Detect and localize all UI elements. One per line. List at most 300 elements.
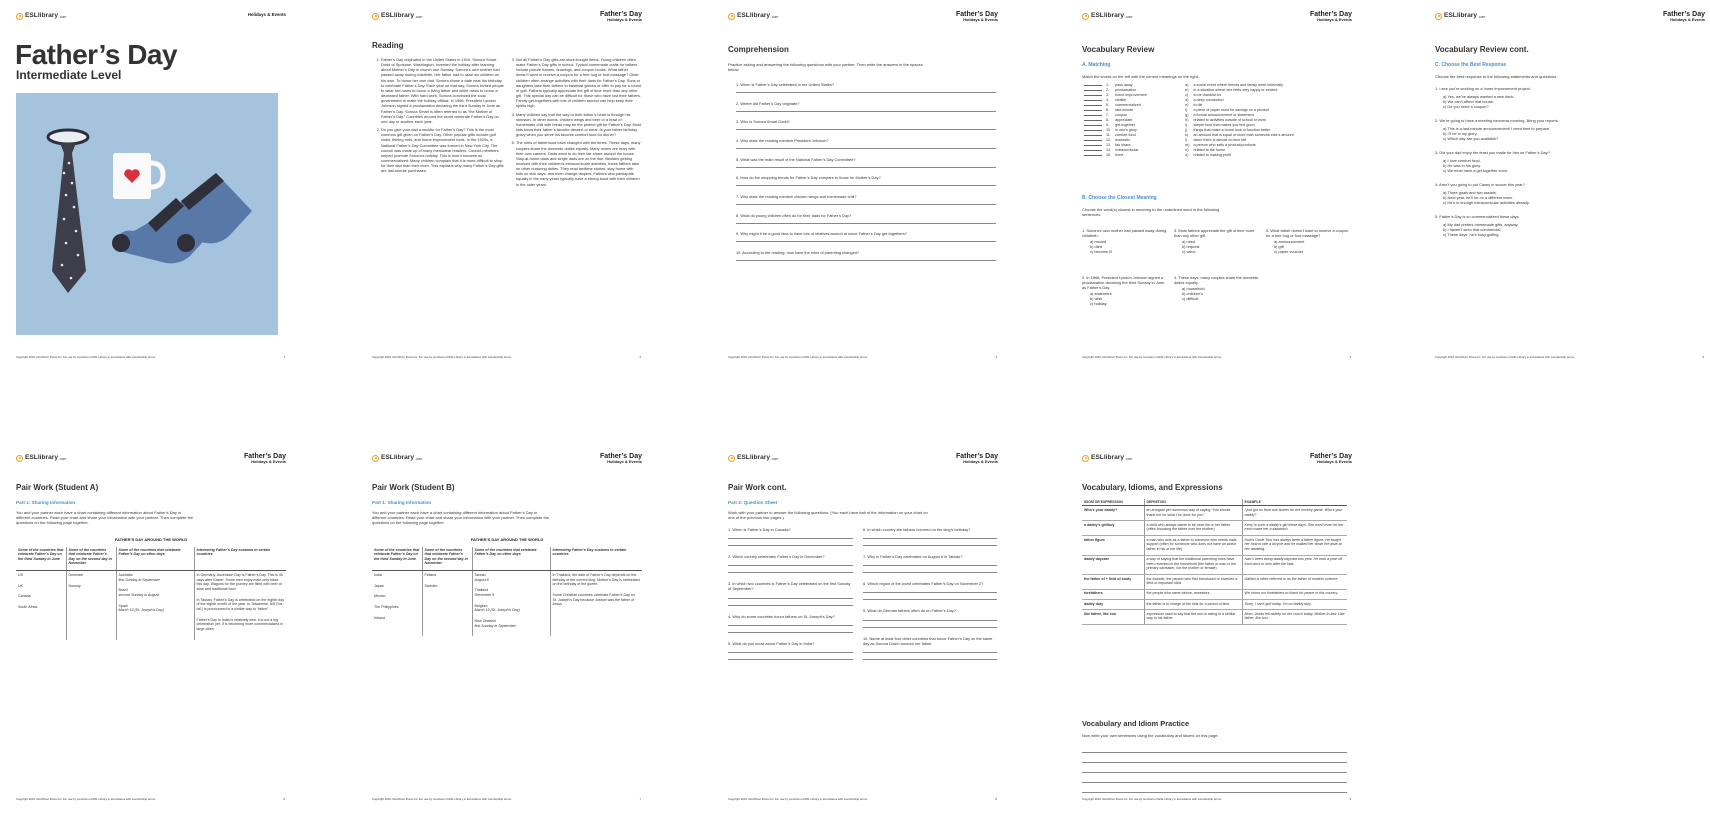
mc-option[interactable]: a) Three goals and two assists. [1443,190,1497,195]
definition: the father is in charge of the kids for a period of time [1144,600,1242,610]
matching-meaning: to be thankful for [1193,92,1221,97]
mc-option[interactable]: c) difficult [1182,296,1199,301]
footer [1082,798,1352,802]
question [736,175,996,186]
answer-line[interactable] [728,626,853,633]
definition: a man who acts as a father to someone who needs male support (often for someone who does not have an active father in his or her life) [1144,536,1242,556]
country-date [475,588,548,597]
question-text: 8. Which region of the world celebrates Father’s Day on November 2? [863,581,984,587]
answer-line[interactable] [736,236,996,242]
logo-icon [1435,13,1442,20]
matching-word: get-together [1115,122,1136,127]
idiom: like father, like son [1082,610,1144,625]
tie-icon [52,153,86,293]
footer [1082,356,1352,360]
mc-question [1266,228,1352,254]
mc-question-text: 3. Did your dad enjoy the feast you made for him on Father’s Day? [1435,150,1550,155]
matching-word: in one’s glory [1115,127,1137,132]
logo-icon [1082,455,1089,462]
date-text: first Sunday in September [118,577,160,582]
idioms-table [1082,499,1347,625]
mc-option[interactable]: a) moved [1090,239,1107,244]
mc-question [1174,275,1260,301]
definition: the founder, the person who first introduced or invented a field or important idea [1144,575,1242,590]
mc-option[interactable]: a) This is a last-minute announcement! I need time to prepare. [1443,126,1551,131]
cover-illustration [16,93,278,335]
country-name: India [374,572,382,577]
column-header: Some of the countries that celebrate Father’s Day on the second day in November [66,547,116,570]
header-subtitle: Holidays & Events [251,459,286,465]
page-header [727,447,999,477]
logo-suffix: .com [1124,15,1133,20]
matching-word: bond [1115,152,1124,157]
section-heading: B. Choose the Closest Meaning [1082,195,1157,201]
mc-option[interactable]: b) wish [1090,296,1103,301]
item-number: 5. [1106,102,1110,107]
footer [372,356,642,360]
column-header: Some of the countries that celebrate Father’s Day on the third Sunday in June [16,547,66,570]
question [863,636,997,660]
question [728,527,853,546]
idiom: daddy daycare [1082,555,1144,575]
header-subtitle: Holidays & Events [1317,459,1352,465]
logo-suffix: .com [1124,457,1133,462]
header-subtitle: Holidays & Events [963,17,998,23]
item-number: 1. [1106,83,1110,87]
question-text: 9. Why might it be a good idea to have lots of relatives around at some Father’s Day get-togethers? [736,231,907,237]
meaning-letter: n) [1185,147,1189,152]
matching-word: fair share [1115,142,1131,147]
question [728,614,853,633]
copyright-text: Copyright 2015, Red River Press Inc. For use by members of ESL Library in accordance with membership terms. [372,797,512,801]
country-date [475,573,548,582]
answer-line[interactable] [728,539,853,546]
tie-knot [60,143,76,153]
logo-text: ESLlibrary [1091,12,1124,19]
page-number: 3 [995,355,997,359]
definition: the people who came before, ancestors [1144,589,1242,599]
page-title: Reading [372,41,404,50]
copyright-text: Copyright 2015, Red River Press Inc. For use by members of ESL Library in accordance with membership terms. [1082,797,1222,801]
mc-question-text: 1. Sonora’s own mother had passed away during childbirth. [1082,228,1167,238]
logo-suffix: .com [1477,15,1486,20]
question [863,527,997,546]
page-6 [15,447,287,815]
header-title [600,453,642,465]
mc-option[interactable]: b) I haven’t seen that commercial. [1443,227,1502,232]
column-header: EXAMPLE [1242,499,1347,506]
mc-option[interactable]: a) need [1182,239,1196,244]
page-7 [371,447,643,815]
best-response-list [1435,86,1700,246]
matching-table [1082,83,1352,158]
footer [728,798,998,802]
mc-option[interactable]: c) Which day are you available? [1443,136,1499,141]
question [736,250,996,261]
question [728,554,853,573]
copyright-text: Copyright 2015, Red River Press Inc. For use by members of ESL Library in accordance with membership terms. [728,797,868,801]
example: Ivan’s been doing daddy daycare this year. He took a year off from work to look after the kids. [1242,555,1347,575]
mc-option[interactable]: b) I’ll be in my glory. [1443,131,1478,136]
matching-word: last-minute [1115,107,1134,112]
column-cell [372,570,422,636]
item-number: 4. [1106,97,1110,102]
country-name: Taiwan [474,572,486,577]
reading-paragraph: 3. Not all Father’s Day gifts are store-bought items. Young children often make Father’s Day gifts in school. Typical homemade crafts for fathers include picture frames, drawings, and coupon books. What father doesn’t want to receive a coupon for a free hug or foot massage? Older children often arrange activities with their dads for Father’s Day. Sons or daughters take their fathers to baseball games or offer to pay for a round of golf. Fathers typically appreciate the gift of time more than any other gift. This special day can be difficult for those who have lost their fathers. Family get-togethers with lots of children around can help keep their spirits high. [516,57,641,109]
answer-line[interactable] [736,162,996,168]
definition: a way of saying that the traditional parenting roles have been reversed in the household (the father or man is the primary caretaker, not the mother or female) [1144,555,1242,575]
country-date [119,588,192,597]
meaning-letter: h) [1185,117,1189,122]
section-heading: A. Matching [1082,62,1111,68]
date-text: March 19 (St. Joseph’s Day) [118,608,164,613]
mc-option[interactable]: c) become ill [1090,249,1112,254]
country-name: New Zealand [474,618,496,623]
country-name: South Africa [18,604,38,609]
logo-text: ESLlibrary [25,12,58,19]
column-header: IDIOM OR EXPRESSION [1082,499,1144,506]
idiom: forefathers [1082,589,1144,599]
section-heading: Part 1: Sharing Information [372,500,432,505]
meaning-letter: k) [1185,132,1189,137]
writing-line[interactable] [1082,763,1347,773]
mc-option[interactable]: c) paper voucher [1274,249,1304,254]
column-cell [472,570,550,636]
matching-meaning: a person who sells a product/products [1193,142,1256,147]
country-name: Brazil [118,588,128,593]
esl-logo [1082,12,1132,20]
date-text: December 5 [474,592,495,597]
mc-option[interactable]: b) We can’t afford that house. [1443,99,1494,104]
header-title-text: Father’s Day [1309,453,1352,460]
header-title-text: Father’s Day [955,453,998,460]
section-intro: Match the words on the left with the correct meanings on the right. [1082,74,1199,79]
mc-option[interactable]: a) statement [1090,291,1112,296]
answer-line[interactable] [728,532,853,539]
esl-logo [1082,454,1132,462]
page-number: 6 [283,797,285,801]
matching-word: commercialized [1115,102,1141,107]
answer-line[interactable] [736,180,996,186]
matching-meaning: a deep connection [1193,97,1224,102]
mc-question-text: 5. What father doesn’t want to receive a coupon for a free hug or foot massage? [1266,228,1349,238]
country-name: Ireland [374,615,385,620]
answer-line[interactable] [728,559,853,566]
meaning-letter: b) [1185,87,1189,92]
answer-line[interactable] [863,559,997,566]
matching-word: domestic [1115,137,1130,142]
matching-word: pass away [1115,83,1133,87]
answer-line[interactable] [728,592,853,599]
copyright-text: Copyright 2015, Red River Press Inc. For use by members of ESL Library in accordance with membership terms. [1082,355,1222,359]
logo-suffix: .com [58,15,67,20]
page-title: Pair Work (Student B) [372,483,455,492]
idiom: a daddy’s girl/boy [1082,521,1144,536]
answer-line[interactable] [863,614,997,621]
question-text: 3. Who is Sonora Smart Dodd? [736,119,790,125]
answer-line[interactable] [728,566,853,573]
country-date [119,573,192,582]
page-header [15,447,287,477]
matching-word: coupon [1115,112,1128,117]
country-name: Thailand [474,588,489,593]
answer-line[interactable] [863,532,997,539]
mc-question-text: 2. In 1966, President Lyndon Johnson signed a proclamation declaring the third Sunday in June as Father’s Day. [1082,275,1165,290]
answer-line[interactable] [863,539,997,546]
question-text: 8. What do young children often do for their dads for Father’s Day? [736,212,852,218]
logo-text: ESLlibrary [737,12,770,19]
idiom-row [1082,536,1347,556]
date-text: August 8 [474,577,489,582]
logo-text: ESLlibrary [737,454,770,461]
mc-option[interactable]: c) He’s in enough extracurricular activities already. [1443,200,1530,205]
mc-question-text: 5. Father’s Day is so commercialized these days. [1435,214,1520,219]
item-number: 14. [1106,147,1112,152]
practice-heading: Vocabulary and Idiom Practice [1082,719,1190,728]
matching-word: comfort food [1115,132,1136,137]
date-text: second Sunday in August [118,592,160,597]
page-title: Vocabulary Review cont. [1435,45,1529,54]
logo-suffix: .com [770,15,779,20]
mc-option[interactable]: a) I love comfort food. [1443,158,1481,163]
mc-option[interactable]: c) value [1182,249,1196,254]
cover-title: Father’s Day [15,39,178,70]
mc-question [1435,86,1700,109]
footer [16,356,286,360]
answer-line[interactable] [728,653,853,660]
custom-text: In Taiwan, Father’s Day is celebrated on the eighth day of the eighth month of the year. In Taiwanese, 8/8 (“ba ba”) is pronounced in a similar way to “father”. [196,597,285,611]
mc-option[interactable]: b) children’s [1182,291,1203,296]
page-header [15,5,287,35]
answer-line[interactable] [736,124,996,130]
question-column-left [728,527,853,668]
header-title [244,453,286,465]
section-intro: Work with your partner to answer the following questions. (You each have half of the information on your chart on one of the previous two pages.) [728,510,928,521]
mc-option[interactable]: a) My dad prefers homemade gifts, anyway. [1443,222,1519,227]
definition: an arrogant yet humorous way of saying “You should thank me for what I’ve done for you.” [1144,506,1242,521]
header-subtitle: Holidays & Events [1317,17,1352,23]
country-name: Mexico [374,594,386,599]
country-name: Sweden [424,583,438,588]
answer-line[interactable] [863,621,997,628]
date-text: March 19 (St. Joseph’s Day) [474,608,520,613]
answer-line[interactable] [736,218,996,224]
mc-option[interactable]: b) He was in his glory. [1443,163,1481,168]
esl-logo [372,454,422,462]
writing-line[interactable] [1082,743,1347,753]
countries-grid [16,547,286,640]
header-title-text: Father’s Day [599,453,642,460]
mc-option[interactable]: a) Yes, we’ve always wanted a new deck. [1443,94,1515,99]
item-number: 11. [1106,132,1111,137]
header-title-text: Father’s Day [243,453,286,460]
mc-question [1435,214,1700,237]
footer [16,798,286,802]
question-column-right [863,527,997,668]
mc-option[interactable]: b) died [1090,244,1102,249]
page-header [1081,447,1353,477]
matching-row [1082,153,1296,158]
page-number: 1 [283,355,285,359]
answer-line[interactable] [863,593,997,600]
answer-line[interactable] [728,619,853,626]
column-header: Some of the countries that celebrate Father’s Day on other days [472,547,550,570]
reading-paragraph: 4. Many children say that the way to their father’s heart is through his stomach. In other words, chicken wings and beer or a bowl of homemade chili with bread may be the perfect gift for Father’s Day. Most kids know their father’s favorite dessert or meal. Is your father birthday gravy when you serve his favorite comfort food for dinner? [516,112,641,138]
answer-line[interactable] [728,646,853,653]
header-title: Holidays & Events [247,12,286,17]
matching-word: extracurricular [1115,147,1139,152]
answer-line[interactable] [863,586,997,593]
header-title-text: Father’s Day [955,11,998,18]
country-name: Finland [424,572,437,577]
answer-line[interactable] [863,646,997,653]
esl-logo [728,454,778,462]
header-title-text: Father’s Day [1662,11,1705,18]
mc-question [1082,228,1168,254]
question [863,554,997,573]
matching-meaning: an amount that is equal or more than someone else’s amount [1193,132,1294,137]
page-header [1434,5,1706,35]
question-text: 1. When is Father’s Day celebrated in the United States? [736,82,835,87]
mc-question-text: 4. Aren’t you going to put Casey in soccer this year? [1435,182,1525,187]
logo-text: ESLlibrary [1444,12,1477,19]
writing-line[interactable] [1082,753,1347,763]
mc-option[interactable]: b) Next year, he’ll be on a different team. [1443,195,1513,200]
page-4 [1081,5,1353,373]
column-header: Interesting Father’s Day customs in certain countries [550,547,642,570]
footer [1435,356,1705,360]
date-text: first Sunday in September [474,623,516,628]
reading-col-1 [372,57,504,176]
page-number: 2 [639,355,641,359]
answer-line[interactable] [736,87,996,93]
answer-line[interactable] [863,653,997,660]
copyright-text: Copyright 2015, Red River Press Inc. For use by members of ESL Library in accordance with membership terms. [16,355,156,359]
question-text: 1. When is Father’s Day in Canada? [728,527,791,532]
matching-meaning: simple food that makes you feel good [1193,122,1255,127]
idiom-row [1082,610,1347,625]
question-text: 4. Why do some countries honor fathers on St. Joseph’s Day? [728,613,835,619]
copyright-text: Copyright 2015, Red River Press Inc. For use by members of ESL Library in accordance with membership terms. [372,355,512,359]
mc-option[interactable]: c) These days, he’s busy golfing. [1443,232,1500,237]
mc-option[interactable]: b) gift [1274,244,1284,249]
matching-meaning: a formal announcement or statement [1193,112,1254,117]
idiom: daddy duty [1082,600,1144,610]
country-date [119,604,192,613]
question [736,138,996,149]
logo-suffix: .com [414,457,423,462]
answer-line[interactable] [736,255,996,261]
reading-paragraph: 5. The roles of fatherhood have changed with the times. These days, many couples share the domestic duties equally. Many moms are busy with their own careers. Dads need to do their fair share around the house. Stay-at-home dads and single dads are on the rise. Besides getting involved with their children’s extracurricular activities, these fathers take on other nurturing duties. They read bedtime stories, stay home with kids on sick days, and even change diapers. Fathers who participate equally in the early years typically have a strong bond with their children in the older years. [516,140,641,186]
meaning-letter: i) [1185,122,1188,127]
matching-meaning: related to making profit [1193,152,1231,157]
question-text: 3. In which two countries is Father’s Day celebrated on the first Sunday of September? [728,581,851,592]
column-cell [66,570,116,639]
question [863,581,997,600]
idiom-row [1082,555,1347,575]
example: Hulk’s Uncle Tom has always been a father figure. He taught her how to ride a bicycle and he walked her down the aisle at her wedding. [1242,536,1347,556]
matching-meaning: related to the home [1193,147,1226,152]
section-intro: You and your partner each have a chart containing different information about Father’s Day in different countries. Read your chart and share your information with your partner. Then complete the questions on the following page together. [16,510,194,526]
header-title-text: Father’s Day [1309,11,1352,18]
item-number: 13. [1106,142,1112,147]
mc-option[interactable]: a) announcement [1274,239,1305,244]
question-text: 5. What was the main result of the National Father’s Day Committee? [736,156,856,162]
question [736,194,996,205]
country-date [475,604,548,613]
answer-line[interactable] [736,106,996,112]
logo-text: ESLlibrary [25,454,58,461]
idiom-row [1082,575,1347,590]
page-header [727,5,999,35]
mc-option[interactable]: b) request [1182,244,1200,249]
answer-line[interactable] [863,566,997,573]
header-title-text: Father’s Day [599,11,642,18]
question [728,581,853,605]
logo-icon [16,13,23,20]
answer-line[interactable] [736,199,996,205]
question-text: 10. According to the reading, how have the roles of parenting changed? [736,249,860,255]
page-number: 7 [639,797,641,801]
item-number: 2. [1106,87,1110,92]
page-number: 8 [995,797,997,801]
mc-option[interactable]: c) We must have a get-together soon. [1443,168,1509,173]
fathers-day-illustration [16,93,278,335]
writing-line[interactable] [1082,783,1347,793]
idiom-row [1082,600,1347,610]
mc-question-text: 2. We’re going to have a meeting tomorrow morning. Bring your reports. [1435,118,1559,123]
matching-word: home improvement [1115,92,1147,97]
logo-icon [16,455,23,462]
grid-header-row [16,547,286,570]
country-name: Denmark [68,572,84,577]
example: Galileo is often referred to as the father of modern science. [1242,575,1347,590]
answer-blank[interactable] [1082,153,1104,158]
page-header [371,5,643,35]
answer-line[interactable] [728,599,853,606]
answer-line[interactable] [736,143,996,149]
page-header [371,447,643,477]
item-number: 3. [1106,92,1110,97]
section-heading: Part 2: Question Sheet [728,500,778,505]
mc-option[interactable]: c) Do you need a coupon? [1443,104,1489,109]
idiom-row [1082,506,1347,521]
column-cell [194,570,286,639]
matching-meaning: to die [1193,102,1203,107]
meaning-letter: f) [1185,107,1188,112]
matching-meaning: when there is almost no time left [1193,137,1247,142]
mc-option[interactable]: c) holiday [1090,301,1107,306]
header-subtitle: Holidays & Events [1670,17,1705,23]
column-header: Interesting Father’s Day customs in certain countries [194,547,286,570]
definition: expression used to say that the son is acting in a similar way to his father [1144,610,1242,625]
column-header: Some of the countries that celebrate Father’s Day on the second day in November [422,547,472,570]
idioms-grid [1082,499,1347,625]
copyright-text: Copyright 2015, Red River Press Inc. For use by members of ESL Library in accordance with membership terms. [16,797,156,801]
country-name: UK [18,583,23,588]
mc-option[interactable]: a) household [1182,286,1205,291]
matching-word: retailer [1115,97,1127,102]
countries-grid [372,547,642,636]
country-date [475,619,548,628]
section-intro: Choose the word(s) closest in meaning to the underlined word in the following sentences. [1082,207,1220,218]
question-text: 7. Why does the reading mention chicken wings and homemade chili? [736,193,857,199]
esl-logo [728,12,778,20]
meaning-letter: j) [1185,127,1188,132]
item-number: 8. [1106,117,1110,122]
question-text: 2. Which country celebrates Father’s Day in December? [728,554,825,560]
writing-line[interactable] [1082,773,1347,783]
